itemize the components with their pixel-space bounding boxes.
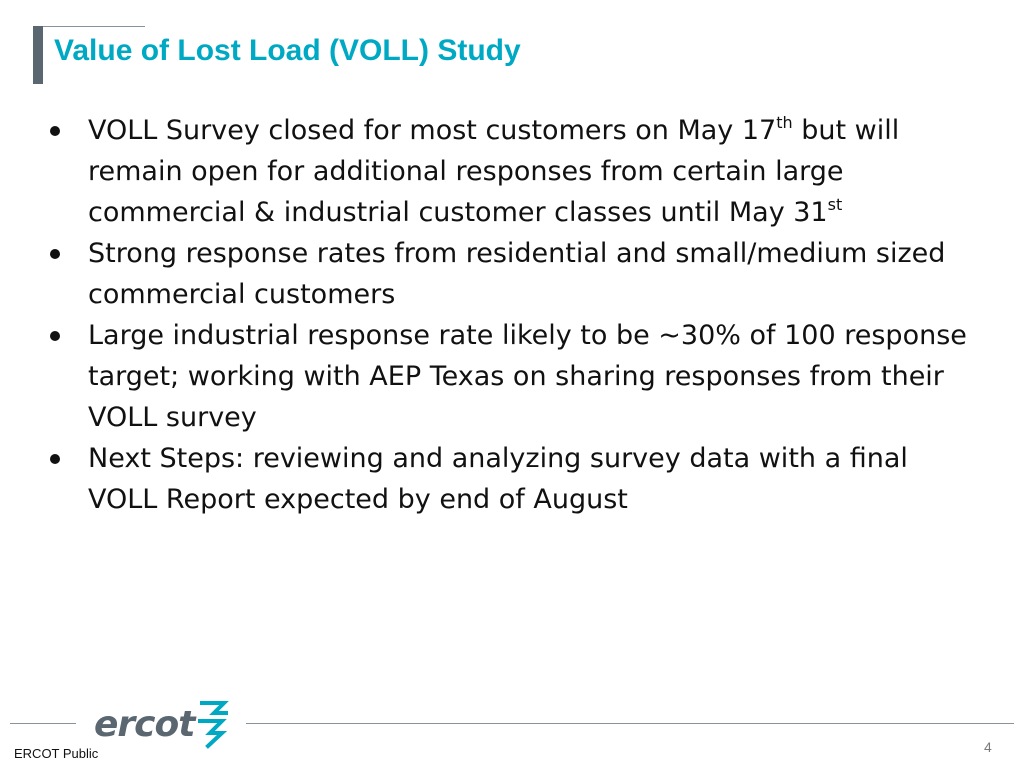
bullet-text-part1: VOLL Survey closed for most customers on May 17 [88, 115, 777, 146]
footer-rule-right [246, 723, 1014, 724]
title-top-rule [43, 26, 145, 27]
bullet-list [50, 110, 980, 520]
bullet-item-next-steps [50, 438, 980, 520]
footer-rule-left [10, 723, 76, 724]
bullet-text: Large industrial response rate likely to be ~30% of 100 response target; working with AEP Texas on sharing responses from their VOLL survey [88, 320, 967, 433]
ercot-logo [94, 698, 232, 750]
bullet-text: Strong response rates from residential and small/medium sized commercial customers [88, 238, 946, 310]
bullet-dot-icon [50, 454, 60, 464]
page-number: 4 [984, 739, 992, 755]
title-accent-bar [33, 26, 43, 84]
ordinal-suffix-th: th [776, 113, 793, 132]
slide-title: Value of Lost Load (VOLL) Study [54, 34, 521, 67]
classification-label: ERCOT Public [14, 746, 99, 761]
bullet-dot-icon [50, 126, 60, 136]
bullet-item-survey-closed [50, 110, 980, 233]
bullet-item-response-rates [50, 233, 980, 315]
ordinal-suffix-st: st [827, 195, 843, 214]
bullet-text-part2: but will remain open for additional responses from certain large commercial & industrial customer classes until May 31 [88, 115, 900, 228]
bullet-text: Next Steps: reviewing and analyzing survey data with a final VOLL Report expected by end of August [88, 443, 908, 515]
bullet-item-industrial-rate [50, 315, 980, 438]
bullet-dot-icon [50, 249, 60, 259]
ercot-bolt-icon [196, 699, 232, 749]
ercot-logo-wordmark: ercot [94, 703, 195, 745]
bullet-dot-icon [50, 331, 60, 341]
